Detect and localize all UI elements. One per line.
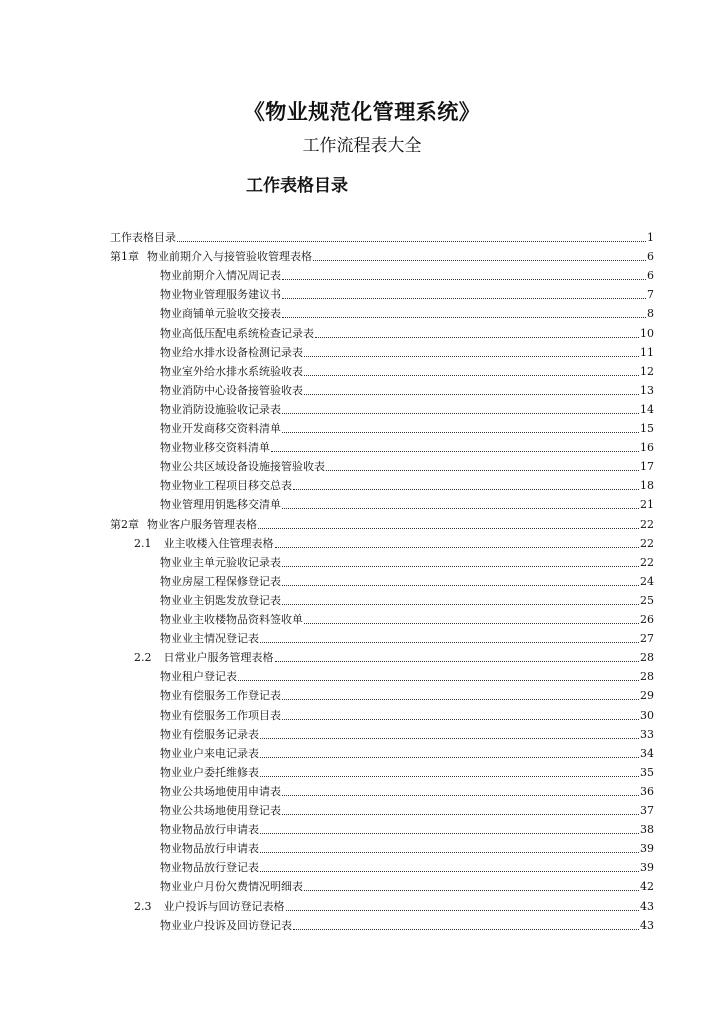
toc-entry-title: 物业房屋工程保修登记表 [160, 574, 281, 588]
toc-dot-leader [293, 929, 639, 930]
toc-entry-title: 物业有偿服务工作登记表 [160, 689, 281, 703]
toc-dot-leader [238, 680, 639, 681]
toc-dot-leader [326, 470, 639, 471]
toc-entry[interactable] [160, 627, 654, 646]
toc-entry-title: 物业前期介入与接管验收管理表格 [147, 250, 312, 264]
toc-dot-leader [260, 852, 639, 853]
toc-page-number: 33 [640, 727, 654, 741]
toc-entry-title: 物业消防中心设备接管验收表 [160, 383, 303, 397]
toc-entry[interactable] [160, 914, 654, 933]
toc-page-number: 22 [640, 536, 654, 550]
toc-entry[interactable] [160, 875, 654, 894]
toc-heading: 工作表格目录 [246, 176, 348, 196]
toc-page-number: 27 [640, 632, 654, 646]
toc-entry-title: 物业业户投诉及回访登记表 [160, 918, 292, 932]
toc-page-number: 15 [640, 422, 654, 435]
toc-entry-title: 物业有偿服务记录表 [160, 727, 259, 741]
toc-dot-leader [282, 413, 639, 414]
toc-entry[interactable] [160, 417, 654, 436]
toc-entry-number: 第1章 [110, 250, 139, 264]
toc-page-number: 10 [640, 326, 654, 340]
toc-entry[interactable] [160, 551, 654, 570]
toc-page-number: 39 [640, 842, 654, 856]
toc-dot-leader [271, 451, 639, 452]
toc-entry-title: 物业前期介入情况周记表 [160, 269, 281, 283]
toc-entry[interactable] [160, 341, 654, 360]
toc-dot-leader [304, 375, 639, 376]
toc-dot-leader [282, 814, 639, 815]
toc-entry-title: 物业业主单元验收记录表 [160, 555, 281, 569]
toc-entry[interactable] [160, 398, 654, 417]
toc-page-number: 30 [640, 708, 654, 722]
toc-entry[interactable] [160, 723, 654, 742]
toc-entry-title: 物业业户月份欠费情况明细表 [160, 880, 303, 894]
toc-entry[interactable] [160, 780, 654, 799]
toc-entry[interactable] [160, 761, 654, 780]
toc-entry-title: 物业物品放行登记表 [160, 861, 259, 875]
toc-page-number: 37 [640, 804, 654, 817]
toc-dot-leader [282, 432, 639, 433]
toc-page-number: 21 [640, 498, 654, 512]
toc-page-number: 22 [640, 555, 654, 569]
toc-page-number: 42 [640, 880, 654, 894]
toc-page-number: 38 [640, 823, 654, 837]
toc-dot-leader [282, 604, 639, 605]
toc-entry[interactable] [110, 226, 654, 245]
toc-page-number: 22 [640, 517, 654, 531]
toc-entry-title: 物业客户服务管理表格 [147, 517, 257, 531]
toc-entry[interactable] [160, 474, 654, 493]
toc-entry[interactable] [160, 742, 654, 761]
toc-entry[interactable] [160, 436, 654, 455]
toc-entry-number: 第2章 [110, 517, 139, 531]
toc-dot-leader [282, 585, 639, 586]
toc-dot-leader [282, 699, 639, 700]
toc-dot-leader [260, 757, 639, 758]
toc-dot-leader [258, 528, 639, 529]
toc-entry[interactable] [134, 532, 654, 551]
toc-entry-title: 物业有偿服务工作项目表 [160, 708, 281, 722]
toc-entry-title: 物业业户来电记录表 [160, 746, 259, 760]
toc-dot-leader [304, 356, 639, 357]
toc-entry-title: 物业公共区域设备设施接管验收表 [160, 460, 325, 474]
toc-entry-number: 2.3 [134, 899, 152, 913]
toc-page-number: 6 [647, 250, 654, 264]
toc-dot-leader [260, 738, 639, 739]
toc-entry[interactable] [160, 283, 654, 302]
toc-page-number: 25 [640, 593, 654, 607]
toc-dot-leader [282, 508, 639, 509]
toc-entry-title: 业主收楼入住管理表格 [163, 536, 274, 550]
toc-dot-leader [282, 719, 639, 720]
toc-entry-title: 业户投诉与回访登记表格 [163, 899, 285, 913]
toc-entry-title: 物业消防设施验收记录表 [160, 402, 281, 416]
toc-entry[interactable] [160, 570, 654, 589]
toc-dot-leader [304, 623, 639, 624]
toc-page-number: 6 [647, 269, 654, 283]
toc-entry[interactable] [160, 799, 654, 818]
toc-dot-leader [282, 795, 639, 796]
toc-page-number: 14 [640, 402, 654, 416]
toc-entry-title: 物业物业管理服务建议书 [160, 288, 281, 302]
toc-entry[interactable] [160, 837, 654, 856]
toc-entry-title: 物业室外给水排水系统验收表 [160, 364, 303, 378]
toc-entry[interactable] [160, 264, 654, 283]
toc-entry[interactable] [160, 608, 654, 627]
toc-entry-title: 物业商铺单元验收交接表 [160, 307, 281, 321]
toc-entry-title: 物业业户委托维修表 [160, 765, 259, 779]
toc-dot-leader [282, 279, 646, 280]
toc-page-number: 8 [647, 307, 654, 321]
toc-entry[interactable] [160, 302, 654, 321]
toc-entry-title: 物业公共场地使用登记表 [160, 804, 281, 817]
toc-page-number: 35 [640, 765, 654, 779]
toc-entry[interactable] [110, 245, 654, 264]
toc-dot-leader [304, 394, 639, 395]
toc-page-number: 17 [640, 460, 654, 474]
toc-entry[interactable] [160, 856, 654, 875]
toc-entry[interactable] [160, 455, 654, 474]
toc-entry[interactable] [160, 818, 654, 837]
toc-page-number: 24 [640, 574, 654, 588]
toc-dot-leader [260, 642, 639, 643]
toc-page-number: 36 [640, 784, 654, 798]
toc-entry[interactable] [160, 684, 654, 703]
toc-page-number: 43 [640, 918, 654, 932]
toc-dot-leader [304, 890, 639, 891]
toc-page-number: 1 [647, 231, 654, 244]
toc-dot-leader [282, 317, 646, 318]
toc-entry-title: 物业给水排水设备检测记录表 [160, 345, 303, 359]
toc-page-number: 26 [640, 613, 654, 626]
toc-entry[interactable] [110, 513, 654, 532]
toc-entry[interactable] [160, 493, 654, 512]
toc-entry-title: 物业业主收楼物品资料签收单 [160, 613, 303, 626]
toc-dot-leader [260, 776, 639, 777]
toc-page-number: 39 [640, 861, 654, 875]
toc-entry[interactable] [134, 895, 654, 914]
toc-entry-title: 物业高低压配电系统检查记录表 [160, 326, 314, 340]
toc-entry-title: 物业公共场地使用申请表 [160, 784, 281, 798]
toc-dot-leader [282, 298, 646, 299]
toc-page-number: 18 [640, 479, 654, 493]
toc-entry-title: 物业业主钥匙发放登记表 [160, 593, 281, 607]
toc-entry-title: 日常业户服务管理表格 [163, 651, 274, 665]
toc-entry-title: 物业物业移交资料清单 [160, 441, 270, 455]
toc-page-number: 28 [640, 670, 654, 684]
toc-entry[interactable] [160, 322, 654, 341]
toc-page-number: 43 [640, 899, 654, 913]
toc-dot-leader [286, 910, 640, 911]
toc-entry-number: 2.1 [134, 536, 152, 550]
toc-entry-title: 物业管理用钥匙移交清单 [160, 498, 281, 512]
toc-entry[interactable] [134, 646, 654, 665]
toc-page-number: 12 [640, 364, 654, 378]
toc-dot-leader [260, 871, 639, 872]
toc-dot-leader [315, 337, 639, 338]
toc-dot-leader [282, 566, 639, 567]
toc-dot-leader [275, 547, 640, 548]
toc-dot-leader [313, 260, 646, 261]
toc-page-number: 16 [640, 441, 654, 455]
toc-page-number: 13 [640, 383, 654, 397]
toc-entry-title: 工作表格目录 [110, 231, 176, 244]
toc-page-number: 11 [640, 345, 654, 359]
toc-entry-title: 物业业主情况登记表 [160, 632, 259, 646]
toc-dot-leader [260, 833, 639, 834]
document-title: 《物业规范化管理系统》 [243, 99, 481, 124]
toc-entry-number: 2.2 [134, 651, 152, 665]
toc-entry-title: 物业租户登记表 [160, 670, 237, 684]
toc-dot-leader [275, 661, 640, 662]
toc-entry[interactable] [160, 665, 654, 684]
toc-dot-leader [177, 241, 646, 242]
toc-page-number: 34 [640, 746, 654, 760]
toc-entry[interactable] [160, 589, 654, 608]
toc-entry[interactable] [160, 379, 654, 398]
toc-entry-title: 物业开发商移交资料清单 [160, 422, 281, 435]
toc-entry[interactable] [160, 360, 654, 379]
toc-entry[interactable] [160, 704, 654, 723]
toc-entry-title: 物业物品放行申请表 [160, 823, 259, 837]
toc-dot-leader [293, 489, 639, 490]
document-subtitle: 工作流程表大全 [302, 136, 422, 156]
toc-entry-title: 物业物品放行申请表 [160, 842, 259, 856]
toc-entry-title: 物业物业工程项目移交总表 [160, 479, 292, 493]
toc-page-number: 7 [647, 288, 654, 302]
toc-page-number: 28 [640, 651, 654, 665]
toc-page-number: 29 [640, 689, 654, 703]
